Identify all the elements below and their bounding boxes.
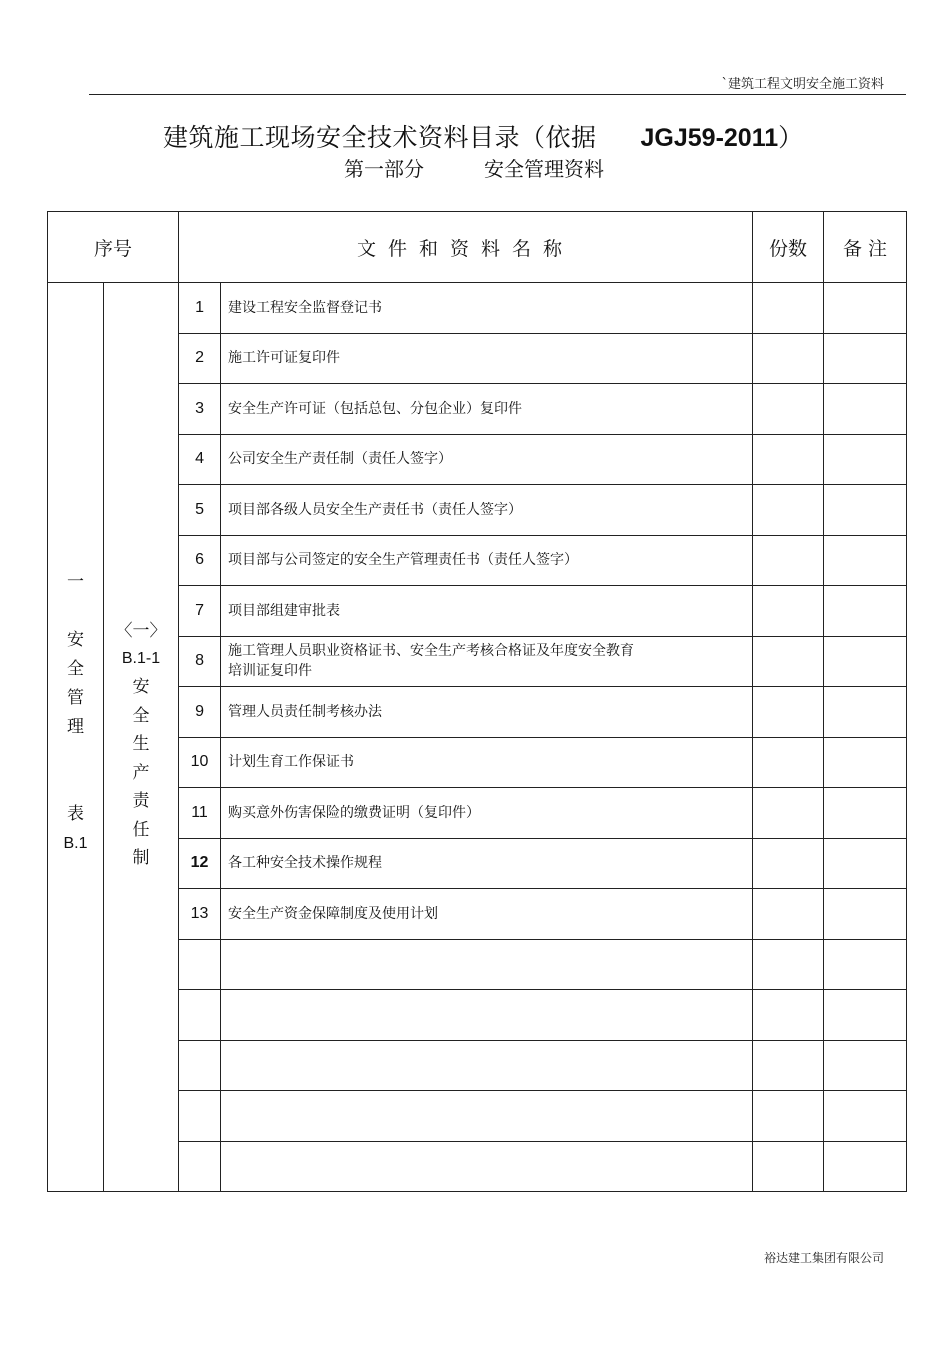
table-row	[48, 283, 907, 334]
row-remarks-cell	[824, 788, 907, 839]
row-document-name	[221, 586, 753, 637]
row-number	[179, 1040, 221, 1091]
row-number: 12	[179, 838, 221, 889]
row-document-name	[221, 1040, 753, 1091]
section-label-cell	[48, 283, 104, 1192]
subsection-char: 生	[132, 734, 150, 754]
row-number: 6	[179, 535, 221, 586]
title-main: 建筑施工现场安全技术资料目录（依据	[163, 123, 597, 152]
row-copies-cell	[753, 1091, 824, 1142]
row-remarks-cell	[824, 434, 907, 485]
document-name-text: 施工许可证复印件	[228, 350, 341, 367]
header-seq: 序号	[48, 212, 179, 283]
row-document-name	[221, 889, 753, 940]
document-name-text-line2: 培训证复印件	[228, 663, 313, 680]
row-copies-cell	[753, 384, 824, 435]
header-divider	[89, 94, 906, 95]
row-copies-cell	[753, 333, 824, 384]
row-number: 11	[179, 788, 221, 839]
document-name-text: 建设工程安全监督登记书	[228, 299, 383, 316]
row-remarks-cell	[824, 889, 907, 940]
row-number: 1	[179, 283, 221, 334]
row-document-name	[221, 535, 753, 586]
row-document-name	[221, 1141, 753, 1192]
row-number: 10	[179, 737, 221, 788]
row-remarks-cell	[824, 586, 907, 637]
section-char: 理	[67, 717, 84, 737]
row-number: 5	[179, 485, 221, 536]
row-document-name	[221, 485, 753, 536]
row-remarks-cell	[824, 939, 907, 990]
document-name-text: 购买意外伤害保险的缴费证明（复印件）	[228, 804, 481, 821]
subtitle-part: 第一部分	[344, 157, 424, 181]
row-copies-cell	[753, 990, 824, 1041]
row-remarks-cell	[824, 333, 907, 384]
row-remarks-cell	[824, 737, 907, 788]
document-name-text: 项目部与公司签定的安全生产管理责任书（责任人签字）	[228, 552, 579, 569]
row-remarks-cell	[824, 535, 907, 586]
document-name-text: 项目部各级人员安全生产责任书（责任人签字）	[228, 501, 523, 518]
title-spec-close: ）	[778, 124, 804, 152]
row-number: 13	[179, 889, 221, 940]
header-copies: 份数	[753, 212, 824, 283]
subsection-code: B.1-1	[121, 650, 161, 667]
row-number: 8	[179, 636, 221, 687]
row-document-name	[221, 737, 753, 788]
page-subtitle	[344, 153, 604, 182]
subsection-char: 制	[132, 848, 150, 868]
row-copies-cell	[753, 687, 824, 738]
row-remarks-cell	[824, 838, 907, 889]
row-number: 3	[179, 384, 221, 435]
subsection-char: 全	[132, 705, 150, 726]
header-document-name: 文件和资料名称	[179, 212, 753, 283]
row-copies-cell	[753, 838, 824, 889]
section-char: 安	[67, 630, 84, 650]
section-code: B.1	[63, 835, 88, 852]
row-remarks-cell	[824, 687, 907, 738]
row-document-name	[221, 687, 753, 738]
header-note: `建筑工程文明安全施工资料	[721, 77, 884, 92]
page-title	[163, 118, 804, 154]
section-char: 表	[67, 804, 84, 824]
row-copies-cell	[753, 636, 824, 687]
subsection-char: 安	[132, 677, 150, 697]
row-copies-cell	[753, 939, 824, 990]
row-document-name	[221, 283, 753, 334]
document-name-text: 安全生产资金保障制度及使用计划	[228, 905, 439, 922]
row-copies-cell	[753, 283, 824, 334]
section-char: 管	[67, 688, 84, 708]
row-remarks-cell	[824, 1091, 907, 1142]
row-document-name	[221, 636, 753, 687]
row-document-name	[221, 333, 753, 384]
row-document-name	[221, 939, 753, 990]
row-document-name	[221, 1091, 753, 1142]
row-remarks-cell	[824, 283, 907, 334]
row-remarks-cell	[824, 485, 907, 536]
row-document-name	[221, 384, 753, 435]
document-name-text: 公司安全生产责任制（责任人签字）	[228, 451, 453, 468]
document-name-text: 管理人员责任制考核办法	[228, 703, 383, 720]
row-document-name	[221, 990, 753, 1041]
row-number	[179, 1141, 221, 1192]
section-char	[48, 742, 103, 800]
row-number: 9	[179, 687, 221, 738]
row-number: 7	[179, 586, 221, 637]
subsection-char: 任	[132, 819, 150, 840]
header-remarks: 备 注	[824, 212, 907, 283]
section-char: 全	[67, 659, 84, 679]
footer-company: 裕达建工集团有限公司	[763, 1251, 884, 1265]
row-number	[179, 990, 221, 1041]
row-number: 4	[179, 434, 221, 485]
document-name-text: 计划生育工作保证书	[228, 754, 355, 771]
document-table	[47, 211, 907, 1192]
row-copies-cell	[753, 434, 824, 485]
row-remarks-cell	[824, 1141, 907, 1192]
subsection-char: 责	[132, 791, 150, 811]
row-remarks-cell	[824, 1040, 907, 1091]
row-copies-cell	[753, 485, 824, 536]
section-char: 一	[67, 572, 84, 592]
document-name-text: 施工管理人员职业资格证书、安全生产考核合格证及年度安全教育	[228, 643, 635, 660]
subsection-bracket: 〈一〉	[115, 621, 167, 641]
subtitle-name: 安全管理资料	[484, 157, 604, 181]
row-remarks-cell	[824, 384, 907, 435]
row-copies-cell	[753, 1040, 824, 1091]
document-name-text: 安全生产许可证（包括总包、分包企业）复印件	[228, 400, 523, 417]
row-copies-cell	[753, 889, 824, 940]
row-remarks-cell	[824, 990, 907, 1041]
row-document-name	[221, 434, 753, 485]
row-document-name	[221, 838, 753, 889]
row-number	[179, 939, 221, 990]
subsection-label-cell	[104, 283, 179, 1192]
row-copies-cell	[753, 1141, 824, 1192]
subsection-char: 产	[132, 762, 150, 783]
row-remarks-cell	[824, 636, 907, 687]
document-name-text: 项目部组建审批表	[228, 602, 341, 619]
table-header-row	[48, 212, 907, 283]
row-number	[179, 1091, 221, 1142]
row-copies-cell	[753, 788, 824, 839]
row-number: 2	[179, 333, 221, 384]
row-document-name	[221, 788, 753, 839]
row-copies-cell	[753, 535, 824, 586]
title-spec-code: JGJ59-2011	[640, 124, 779, 152]
row-copies-cell	[753, 737, 824, 788]
row-copies-cell	[753, 586, 824, 637]
document-name-text: 各工种安全技术操作规程	[228, 855, 383, 872]
